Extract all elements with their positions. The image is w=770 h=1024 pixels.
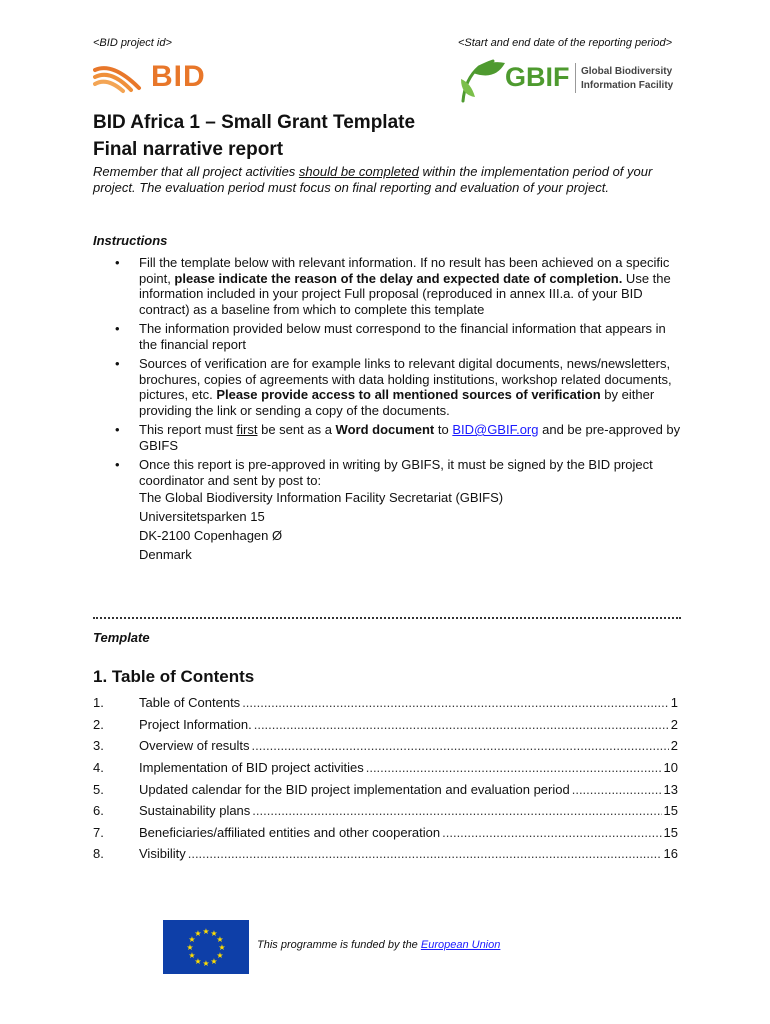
gbif-logo-subtitle xyxy=(581,65,673,93)
instruction-text: to xyxy=(434,422,453,437)
instruction-text: The information provided below must correspond to the financial information that appears in the financial report xyxy=(139,321,666,352)
reporting-period-placeholder: <Start and end date of the reporting period> xyxy=(457,37,672,49)
toc-entry[interactable] xyxy=(93,843,678,865)
toc-page: 15 xyxy=(663,824,678,840)
toc-text: Overview of results xyxy=(139,738,250,754)
instruction-text: Once this report is pre-approved in writing by GBIFS, it must be signed by the BID project coordinator and sent by post to: xyxy=(139,457,653,488)
toc-leader xyxy=(252,738,669,753)
address-line: Denmark xyxy=(139,547,192,562)
toc-page: 16 xyxy=(663,846,678,862)
eu-flag xyxy=(163,920,249,974)
svg-text:★: ★ xyxy=(210,957,218,966)
toc-entry[interactable] xyxy=(93,800,678,822)
toc-entry[interactable] xyxy=(93,714,678,736)
eu-stars-icon xyxy=(163,920,249,974)
svg-text:★: ★ xyxy=(186,943,194,952)
template-label: Template xyxy=(93,630,150,645)
postal-address xyxy=(139,488,683,564)
svg-text:★: ★ xyxy=(188,951,196,960)
toc-text: Sustainability plans xyxy=(139,803,251,819)
toc-text: Beneficiaries/affiliated entities and other cooperation xyxy=(139,824,441,840)
bid-waves-icon xyxy=(93,60,153,94)
toc-page: 2 xyxy=(670,716,678,732)
instructions-heading: Instructions xyxy=(93,233,168,248)
toc-leader xyxy=(254,717,669,732)
toc-text: Project Information. xyxy=(139,716,252,732)
instruction-text: and be pre-approved by GBIFS xyxy=(139,422,681,453)
address-line: Universitetsparken 15 xyxy=(139,509,265,524)
toc-text: Implementation of BID project activities xyxy=(139,760,364,776)
gbif-sub-line2: Information Facility xyxy=(581,80,674,91)
intro-text-b: within the implementation period of your project. The evaluation period must focus on final reporting and evaluation of your project. xyxy=(93,164,653,195)
intro-text-a: Remember that all project activities xyxy=(93,164,299,179)
instruction-item xyxy=(93,457,683,564)
instruction-text: Sources of verification are for example links to relevant digital documents, news/newsletters, brochures, copies of agreements with data holding institutions, workshop related documents, pictures, etc. xyxy=(139,356,672,402)
toc-entry[interactable] xyxy=(93,757,678,779)
svg-text:★: ★ xyxy=(218,943,226,952)
toc-number: 5. xyxy=(93,781,104,797)
instruction-bold: Please provide access to all mentioned sources of verification xyxy=(216,387,601,402)
toc-number: 7. xyxy=(93,824,104,840)
toc-leader xyxy=(442,825,661,840)
toc-page: 15 xyxy=(663,803,678,819)
toc-leader xyxy=(366,760,662,775)
toc-entry[interactable] xyxy=(93,692,678,714)
document-subtitle: Final narrative report xyxy=(93,139,284,160)
funding-text: This programme is funded by the xyxy=(257,939,421,951)
toc-heading: 1. Table of Contents xyxy=(93,667,255,686)
toc-leader xyxy=(188,846,662,861)
gbif-logo-text: GBIF xyxy=(505,62,570,92)
toc-number: 4. xyxy=(93,760,104,776)
funding-note xyxy=(257,939,500,951)
instructions-list xyxy=(93,255,683,568)
toc-page: 13 xyxy=(663,781,678,797)
instruction-text: be sent as a xyxy=(257,422,336,437)
toc-number: 8. xyxy=(93,846,104,862)
address-line: The Global Biodiversity Information Facility Secretariat (GBIFS) xyxy=(139,490,504,505)
toc-entry[interactable] xyxy=(93,778,678,800)
instruction-item xyxy=(93,422,683,453)
table-of-contents xyxy=(93,692,678,865)
gbif-leaf-icon xyxy=(457,57,507,103)
toc-page: 10 xyxy=(663,760,678,776)
bid-logo-text: BID xyxy=(151,60,206,93)
toc-number: 6. xyxy=(93,803,104,819)
eu-link[interactable]: European Union xyxy=(420,939,501,951)
svg-text:★: ★ xyxy=(194,929,202,938)
instruction-text: Use the information included in your project Full proposal (reproduced in annex III.a. of your BID contract) as a baseline from which to complete this template xyxy=(139,270,671,317)
svg-text:★: ★ xyxy=(216,935,224,944)
instruction-bold: please indicate the reason of the delay and expected date of completion. xyxy=(174,270,623,286)
instruction-bold: Word document xyxy=(335,422,435,437)
instruction-item xyxy=(93,321,683,352)
instruction-text: Fill the template below with relevant information. If no result has been achieved on a specific point, xyxy=(139,255,670,286)
svg-text:★: ★ xyxy=(210,929,218,938)
svg-text:★: ★ xyxy=(202,927,210,936)
gbif-logo-divider xyxy=(575,63,576,93)
toc-leader xyxy=(252,803,661,818)
document-title: BID Africa 1 – Small Grant Template xyxy=(93,112,416,133)
intro-underlined: should be completed xyxy=(298,164,419,179)
dotted-separator xyxy=(93,617,681,619)
toc-number: 1. xyxy=(93,695,104,711)
instruction-underlined: first xyxy=(236,422,258,437)
toc-text: Updated calendar for the BID project implementation and evaluation period xyxy=(139,781,570,797)
instruction-item xyxy=(93,255,683,317)
toc-number: 2. xyxy=(93,716,104,732)
toc-leader xyxy=(242,695,669,710)
toc-entry[interactable] xyxy=(93,822,678,844)
svg-text:★: ★ xyxy=(188,935,196,944)
bid-logo xyxy=(93,60,208,94)
email-link[interactable]: BID@GBIF.org xyxy=(452,422,539,437)
svg-text:★: ★ xyxy=(216,951,224,960)
gbif-sub-line1: Global Biodiversity xyxy=(581,66,673,77)
address-line: DK-2100 Copenhagen Ø xyxy=(139,528,283,543)
intro-paragraph xyxy=(93,164,683,196)
toc-entry[interactable] xyxy=(93,735,678,757)
instruction-text: by either providing the link or sending a copy of the documents. xyxy=(139,387,655,418)
svg-text:★: ★ xyxy=(194,957,202,966)
toc-leader xyxy=(572,782,662,797)
instruction-text: This report must xyxy=(139,422,237,437)
svg-text:★: ★ xyxy=(202,959,210,968)
instruction-item xyxy=(93,356,683,418)
gbif-logo xyxy=(457,57,677,103)
toc-text: Visibility xyxy=(139,846,186,862)
toc-page: 1 xyxy=(670,695,678,711)
project-id-placeholder: <BID project id> xyxy=(93,37,172,49)
toc-number: 3. xyxy=(93,738,104,754)
toc-page: 2 xyxy=(670,738,678,754)
toc-text: Table of Contents xyxy=(139,695,241,711)
